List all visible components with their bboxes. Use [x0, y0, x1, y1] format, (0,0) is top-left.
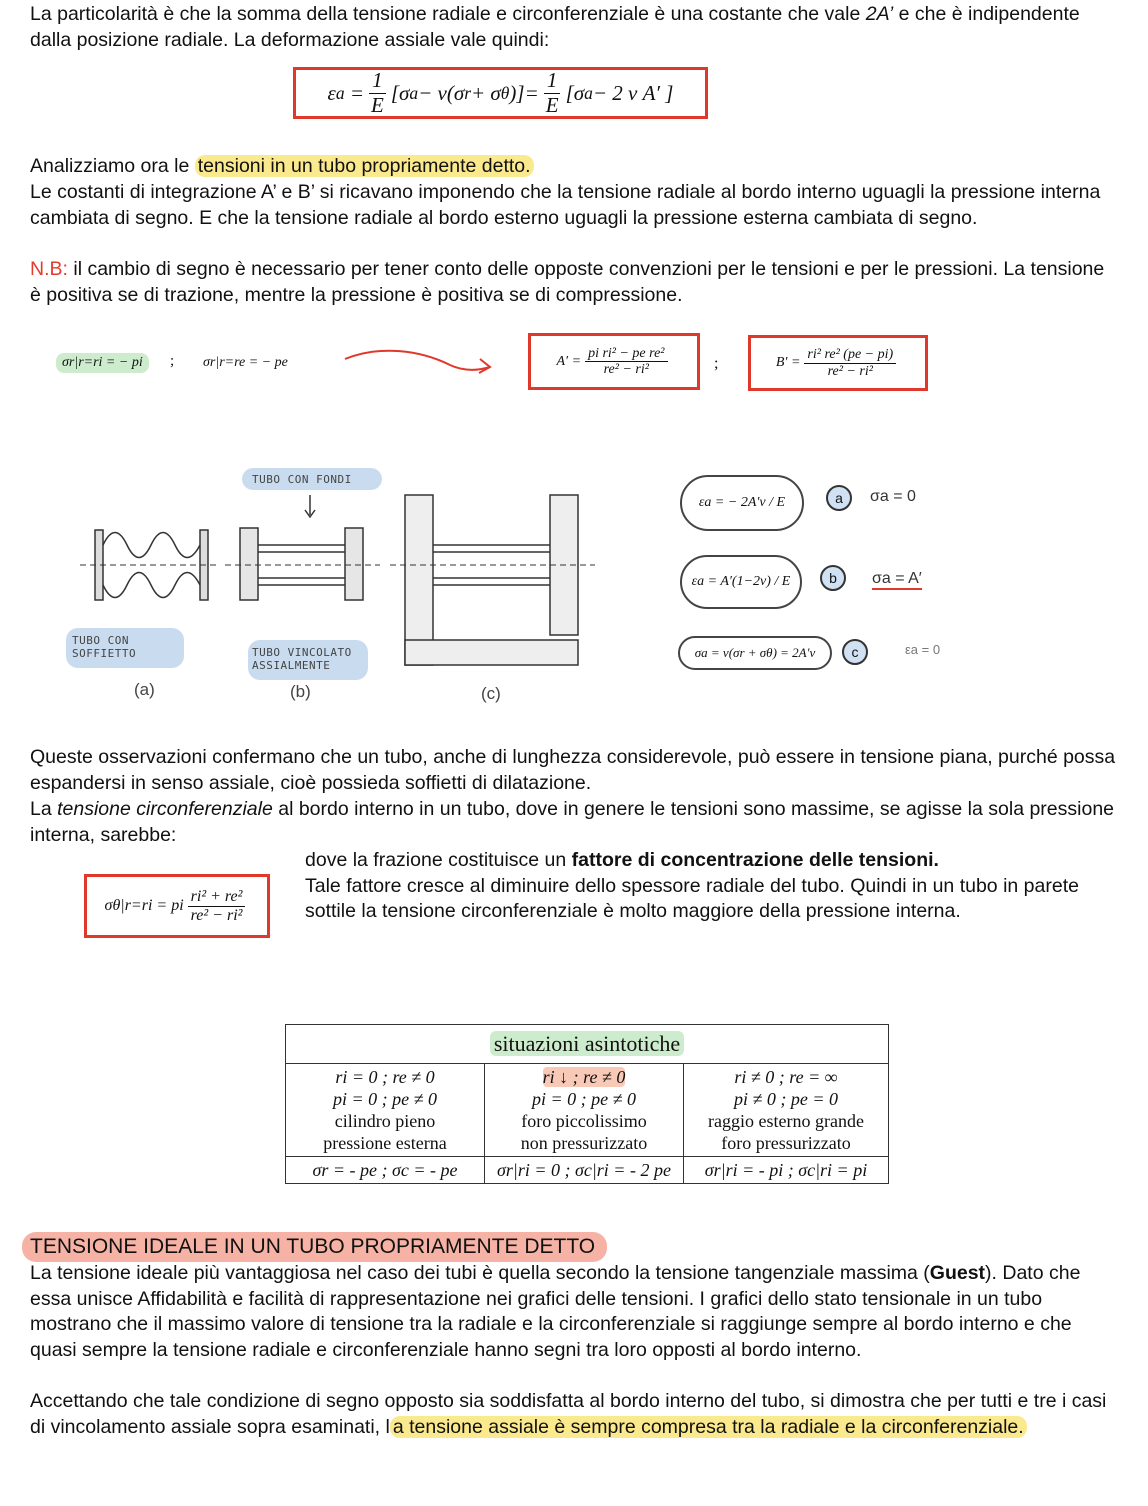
- ideal-highlight: a tensione assiale è sempre compresa tra la radiale e la circonferenziale.: [390, 1416, 1027, 1438]
- B-fraction: [804, 347, 896, 379]
- eq-part: − ν(σ: [418, 80, 465, 105]
- label-b: (b): [290, 682, 311, 701]
- table-title: situazioni asintotiche: [490, 1031, 684, 1056]
- concentration-factor-paragraph: [305, 848, 1105, 925]
- eq-frac-num: 1: [544, 69, 561, 93]
- integration-constants-paragraph: Le costanti di integrazione A’ e B’ si ricavano imponendo che la tensione radiale al bordo interno uguagli la pressione interna cambiata di segno. E che la tensione radiale al bordo esterno uguagli la pressione esterna cambiata di segno.: [30, 181, 1101, 229]
- ideal-paragraph-2: [30, 1389, 1120, 1440]
- cell-desc: pressione esterna: [323, 1133, 447, 1153]
- tube-bellows-diagram: [80, 530, 220, 600]
- eq-part: )]: [509, 80, 525, 105]
- constant-B-box: [748, 335, 928, 391]
- case-b-equation: εa = A′(1−2ν) / E: [680, 555, 802, 609]
- eq-sub: a: [335, 82, 345, 103]
- ideal-paragraph-1: [30, 1261, 1120, 1363]
- cell-desc: raggio esterno grande: [708, 1111, 864, 1131]
- B-num: ri² re² (pe − pi): [804, 347, 896, 363]
- observations-paragraph: Queste osservazioni confermano che un tubo, anche di lunghezza considerevole, può essere in tensione piana, purché possa espandersi in senso assiale, cioè possieda soffietti di dilatazione.: [30, 746, 1116, 794]
- tube-constrained-diagram: [225, 495, 380, 600]
- nb-label: N.B:: [30, 258, 68, 280]
- ideal-text-2: Accettando che tale condizione di segno opposto sia soddisfatta al bordo interno del tubo, si dimostra che per tutti e tre i casi di vincolamento assiale sopra esaminati, l: [30, 1390, 1107, 1438]
- eq-equals: =: [524, 80, 539, 105]
- cf-text: dove la frazione costituisce un: [305, 849, 572, 871]
- boundary-condition-inner: σr|r=ri = − pi: [56, 353, 149, 373]
- label-a: (a): [134, 680, 155, 699]
- cell-radii: ri ↓ ; re ≠ 0: [542, 1067, 626, 1087]
- case-b-tag: b: [820, 565, 846, 591]
- note-a: TUBO CON SOFFIETTO: [72, 634, 137, 660]
- cell-radii: ri = 0 ; re ≠ 0: [335, 1067, 435, 1087]
- cell-press: pi ≠ 0 ; pe = 0: [733, 1089, 838, 1109]
- eq-part: [σ: [390, 80, 410, 105]
- table-cell: [683, 1064, 888, 1157]
- B-den: re² − ri²: [827, 363, 873, 379]
- tube-section-paragraph: [30, 154, 1120, 180]
- case-a-equation: εa = − 2A′ν / E: [680, 475, 804, 531]
- eq-frac-num: 1: [369, 69, 386, 93]
- A-num: pi ri² − pe re²: [585, 346, 667, 362]
- label-c: (c): [481, 684, 501, 703]
- nb-text: il cambio di segno è necessario per tener conto delle opposte convenzioni per le tensioni e per le pressioni. La tensione è positiva se di trazione, mentre la pressione è positiva se di compressione.: [30, 258, 1105, 306]
- table-row: [286, 1157, 889, 1184]
- cf-bold: fattore di concentrazione delle tensioni.: [571, 849, 939, 871]
- cell-desc: foro piccolissimo: [521, 1111, 647, 1131]
- circ-italic: tensione circonferenziale: [57, 798, 273, 820]
- intro-italic: 2A’: [865, 3, 894, 25]
- table-cell: [484, 1064, 683, 1157]
- tube-closed-ends-diagram: [390, 495, 595, 665]
- constants-separator: ;: [714, 355, 719, 372]
- eq-sub: r: [464, 82, 472, 103]
- table-result-cell: σr = - pe ; σc = - pe: [286, 1157, 485, 1184]
- table-title-row: [286, 1025, 889, 1064]
- section-title: TENSIONE IDEALE IN UN TUBO PROPRIAMENTE DETTO: [22, 1232, 607, 1262]
- eq-frac-den: E: [371, 92, 384, 117]
- table-title-cell: [286, 1025, 889, 1064]
- constant-A-box: [528, 333, 700, 390]
- case-c-tag: c: [842, 639, 868, 665]
- circ-text-end: al bordo interno in un tubo, dove in genere le tensioni sono massime, se agisse la sola pressione interna, sarebbe:: [30, 798, 1115, 846]
- eq-part: − 2 ν A′ ]: [592, 80, 674, 105]
- sigma-theta-equation: [84, 874, 270, 938]
- table-cell: [286, 1064, 485, 1157]
- case-c-note: εa = 0: [905, 642, 941, 657]
- cell-desc: foro pressurizzato: [721, 1133, 851, 1153]
- arrow-icon: [340, 345, 500, 385]
- ideal-text-end: ). Dato che essa unisce Affidabilità e facilità di rappresentazione nei grafici delle tensioni. I grafici dello stato tensionale in un tubo mostrano che il massimo valore di tensione tra la radiale e la circonferenziale si raggiunge sempre al bordo interno e che quasi sempre la tensione radiale e circonferenziale hanno segni tra loro opposti al bordo interno.: [30, 1262, 1081, 1361]
- ideal-text: La tensione ideale più vantaggiosa nel caso dei tubi è quella secondo la tensione tangenziale massima (: [30, 1262, 930, 1284]
- case-c-equation: σa = ν(σr + σθ) = 2A′ν: [678, 636, 832, 670]
- A-lhs: A′ =: [556, 353, 582, 369]
- cell-desc: non pressurizzato: [520, 1133, 648, 1153]
- st-num: ri² + re²: [188, 888, 246, 907]
- nb-paragraph: [30, 257, 1120, 308]
- cell-radii: ri ≠ 0 ; re = ∞: [734, 1067, 838, 1087]
- eq-sub: a: [584, 82, 593, 103]
- case-b-note: σa = A′: [872, 570, 922, 590]
- eq-epsilon: ε: [327, 80, 336, 105]
- table-row: [286, 1064, 889, 1157]
- eq-fraction-2: [543, 69, 562, 116]
- cell-press: pi = 0 ; pe ≠ 0: [531, 1089, 636, 1109]
- A-fraction: [585, 346, 667, 378]
- eq-part: [σ: [565, 80, 585, 105]
- st-den: re² − ri²: [190, 906, 243, 924]
- intro-text-end: e che è indipendente dalla posizione radiale. La deformazione assiale vale quindi:: [30, 3, 1080, 51]
- axial-strain-equation: ε a = $\frac{1}{E}$ [σ a − ν(σ r + σ θ )] = $\frac{1}{E}$ [σ a − 2 ν A′ ]: [293, 67, 708, 119]
- st-lhs: σθ|r=ri =: [104, 897, 168, 914]
- eq-part: + σ: [471, 80, 501, 105]
- table-result-cell: σr|ri = 0 ; σc|ri = - 2 pe: [484, 1157, 683, 1184]
- cell-desc: cilindro pieno: [334, 1111, 436, 1131]
- tube-text: Analizziamo ora le: [30, 155, 195, 177]
- circumferential-paragraph: [30, 797, 1120, 848]
- cf-text-2: Tale fattore cresce al diminuire dello spessore radiale del tubo. Quindi in un tubo in parete sottile la tensione circonferenziale è molto maggiore della pressione interna.: [305, 874, 1079, 922]
- note-top: TUBO CON FONDI: [252, 473, 352, 486]
- cell-press: pi = 0 ; pe ≠ 0: [332, 1089, 437, 1109]
- asymptotic-table: [285, 1024, 889, 1184]
- circ-text: La: [30, 798, 58, 820]
- tube-highlight: tensioni in un tubo propriamente detto.: [195, 155, 534, 177]
- intro-paragraph: [30, 2, 1120, 53]
- eq-fraction: [368, 69, 387, 116]
- eq-sub: a: [409, 82, 419, 103]
- eq-frac-den: E: [545, 92, 559, 117]
- intro-text: La particolarità è che la somma della tensione radiale e circonferenziale è una costante che vale: [30, 3, 866, 25]
- B-lhs: B′ =: [775, 355, 801, 370]
- table-result-cell: σr|ri = - pi ; σc|ri = pi: [683, 1157, 888, 1184]
- note-b: TUBO VINCOLATO ASSIALMENTE: [252, 646, 352, 672]
- case-a-note: σa = 0: [870, 488, 916, 505]
- st-pi: pi: [171, 897, 184, 914]
- boundary-separator: ;: [170, 353, 175, 369]
- A-den: re² − ri²: [603, 362, 649, 377]
- st-fraction: [188, 888, 246, 924]
- boundary-condition-outer: σr|r=re = − pe: [203, 355, 288, 370]
- case-a-tag: a: [826, 485, 852, 511]
- ideal-bold: Guest: [929, 1262, 986, 1284]
- eq-sub: θ: [500, 82, 510, 103]
